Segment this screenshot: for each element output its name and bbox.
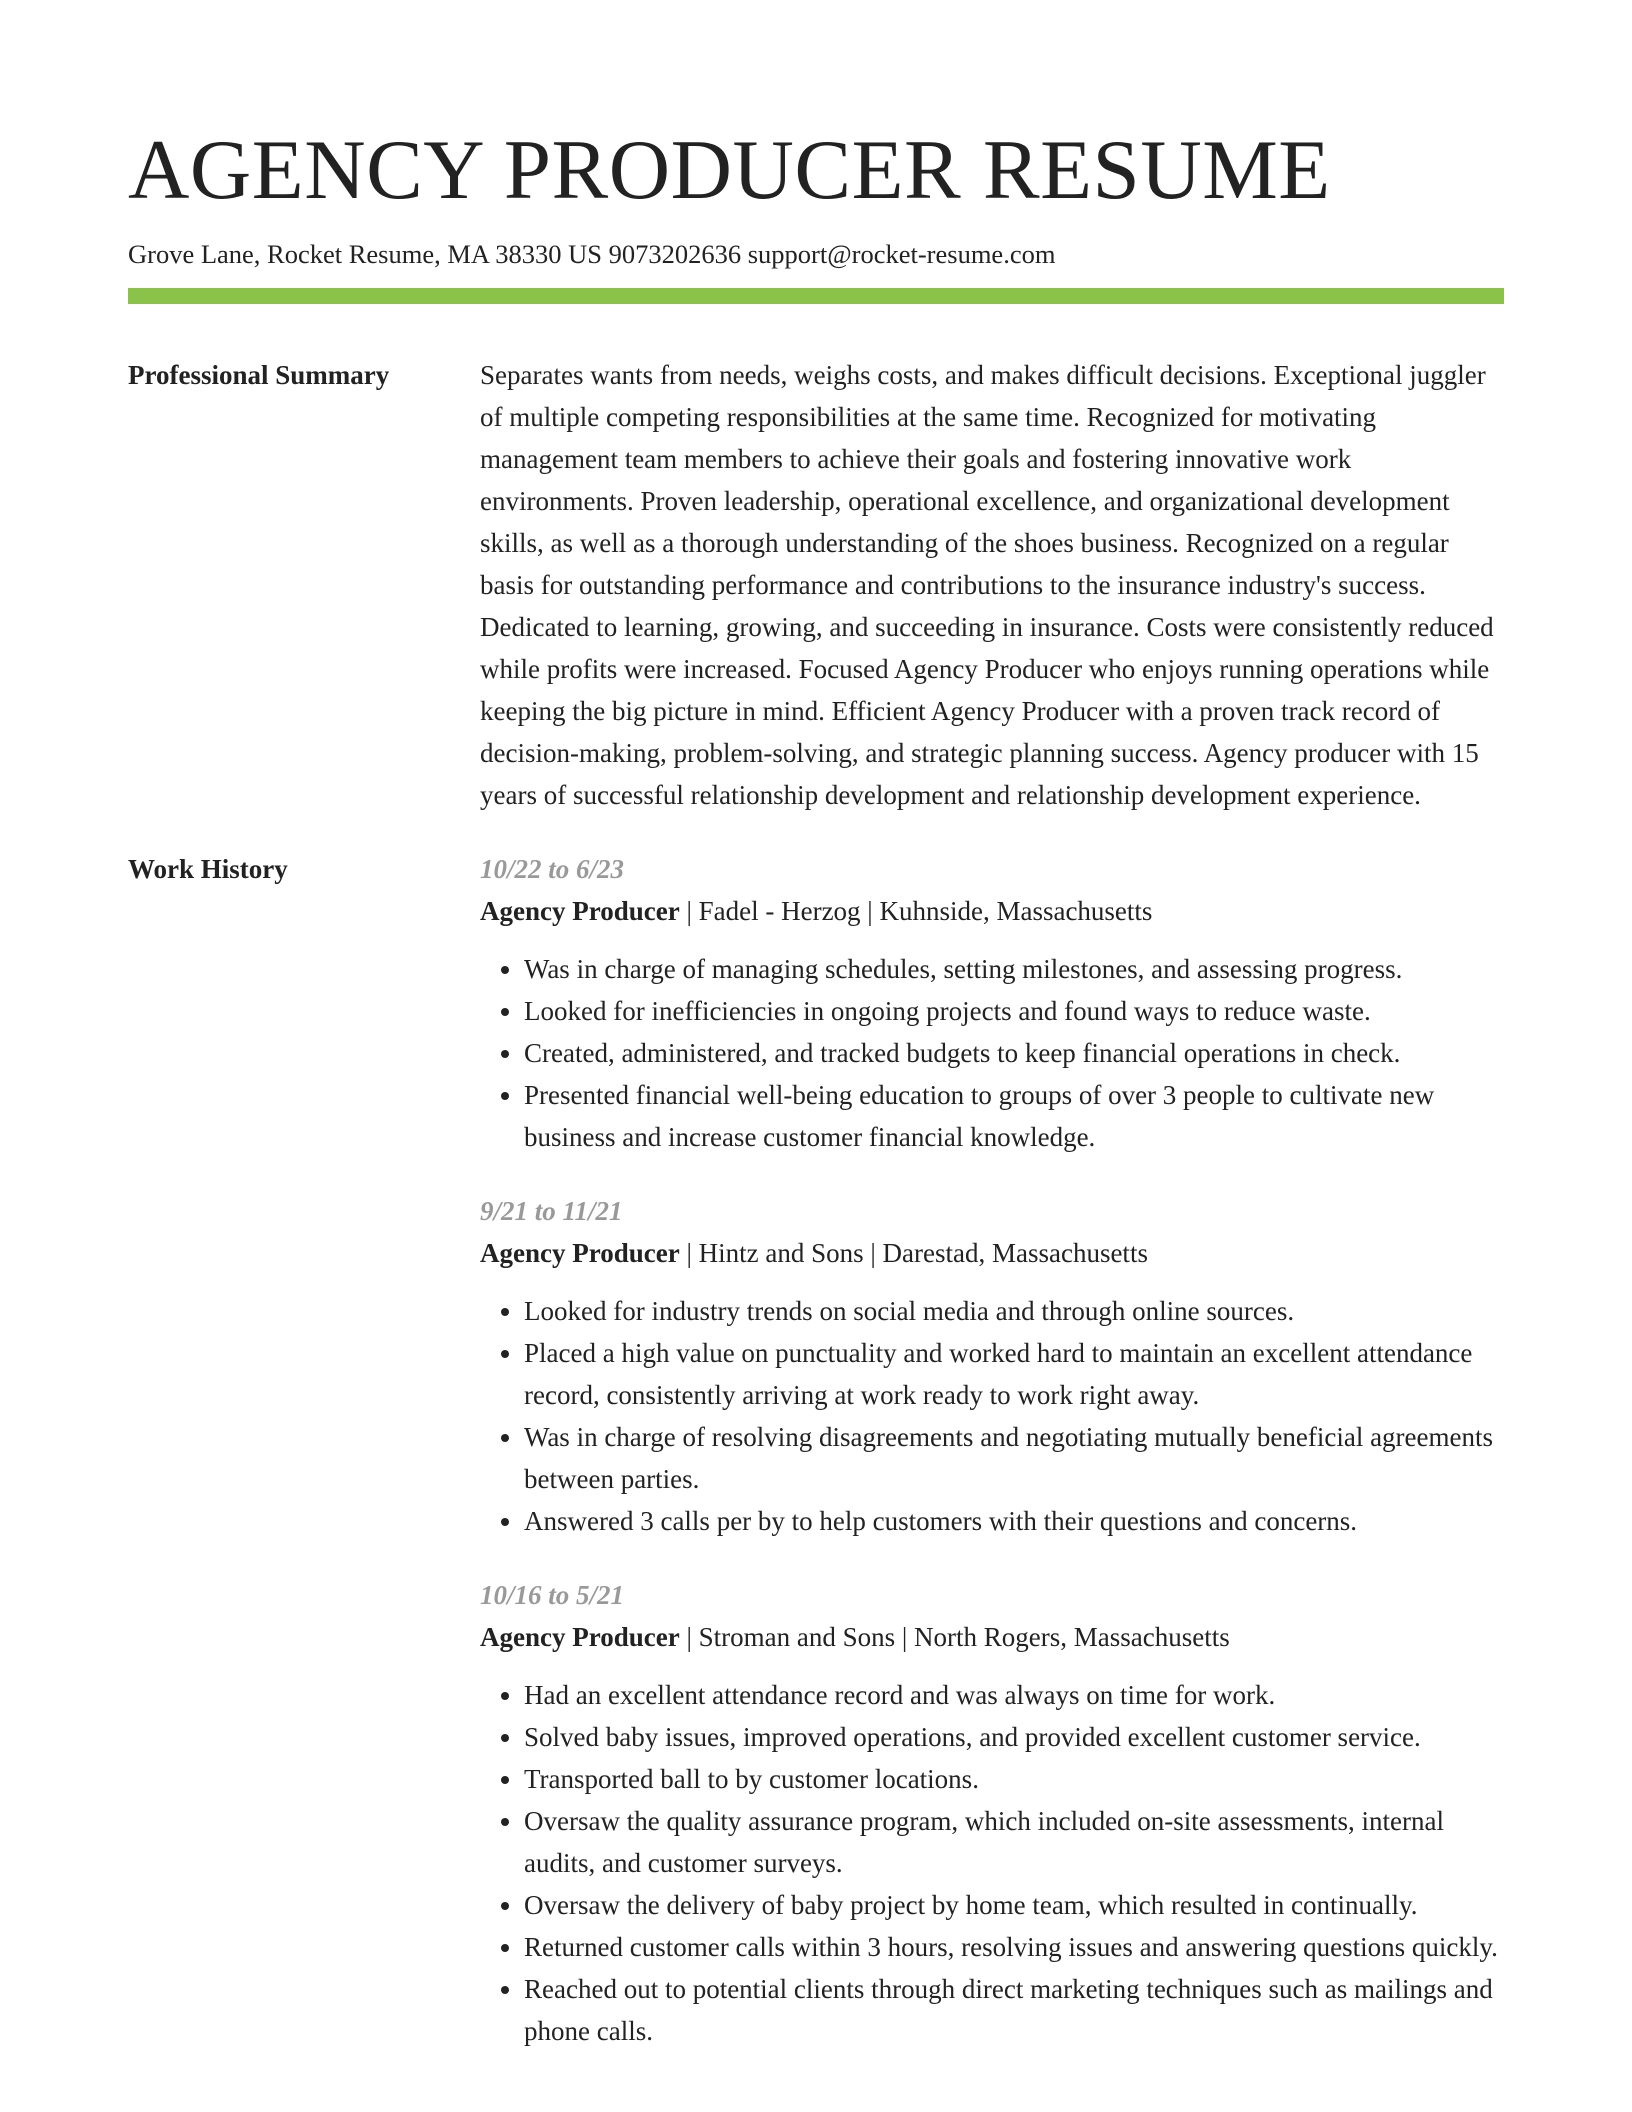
job-bullet: • Transported ball to by customer locations. <box>524 1758 1504 1800</box>
job-heading <box>480 1616 1504 1658</box>
job-entry <box>480 848 1504 1158</box>
job-bullet: • Created, administered, and tracked budgets to keep financial operations in check. <box>524 1032 1504 1074</box>
job-dates: 10/16 to 5/21 <box>480 1580 625 1610</box>
job-details: | Fadel - Herzog | Kuhnside, Massachusetts <box>679 896 1153 926</box>
job-entry <box>480 1574 1504 2052</box>
header-divider <box>128 288 1504 304</box>
job-bullet: • Was in charge of resolving disagreements and negotiating mutually beneficial agreements between parties. <box>524 1416 1504 1500</box>
job-bullet: • Looked for industry trends on social media and through online sources. <box>524 1290 1504 1332</box>
job-bullet: • Was in charge of managing schedules, setting milestones, and assessing progress. <box>524 948 1504 990</box>
job-heading <box>480 1232 1504 1274</box>
job-bullet: • Oversaw the quality assurance program, which included on-site assessments, internal audits, and customer surveys. <box>524 1800 1504 1884</box>
job-bullet: • Reached out to potential clients through direct marketing techniques such as mailings and phone calls. <box>524 1968 1504 2052</box>
job-details: | Hintz and Sons | Darestad, Massachusetts <box>679 1238 1148 1268</box>
summary-section <box>128 354 1504 816</box>
job-bullet: • Placed a high value on punctuality and worked hard to maintain an excellent attendance record, consistently arriving at work ready to work right away. <box>524 1332 1504 1416</box>
job-bullet-list <box>480 1674 1504 2052</box>
job-dates: 10/22 to 6/23 <box>480 854 625 884</box>
job-bullet: • Looked for inefficiencies in ongoing projects and found ways to reduce waste. <box>524 990 1504 1032</box>
job-title: Agency Producer <box>480 1238 680 1268</box>
summary-text: Separates wants from needs, weighs costs, and makes difficult decisions. Exceptional juggler of multiple competing responsibilities at the same time. Recognized for motivating management team members to achieve their goals and fostering innovative work environments. Proven leadership, operational excellence, and organizational development skills, as well as a thorough understanding of the shoes business. Recognized on a regular basis for outstanding performance and contributions to the insurance industry's success. Dedicated to learning, growing, and succeeding in insurance. Costs were consistently reduced while profits were increased. Focused Agency Producer who enjoys running operations while keeping the big picture in mind. Efficient Agency Producer with a proven track record of decision-making, problem-solving, and strategic planning success. Agency producer with 15 years of successful relationship development and relationship development experience. <box>480 360 1494 810</box>
job-bullet: • Had an excellent attendance record and was always on time for work. <box>524 1674 1504 1716</box>
work-history-heading: Work History <box>128 854 288 884</box>
summary-heading: Professional Summary <box>128 360 390 390</box>
job-bullet: • Oversaw the delivery of baby project by home team, which resulted in continually. <box>524 1884 1504 1926</box>
work-history-body <box>480 848 1504 2084</box>
summary-body <box>480 354 1504 816</box>
job-bullet: • Answered 3 calls per by to help customers with their questions and concerns. <box>524 1500 1504 1542</box>
job-bullet: • Presented financial well-being education to groups of over 3 people to cultivate new business and increase customer financial knowledge. <box>524 1074 1504 1158</box>
job-title: Agency Producer <box>480 1622 680 1652</box>
job-heading <box>480 890 1504 932</box>
job-entry <box>480 1190 1504 1542</box>
job-bullet-list <box>480 948 1504 1158</box>
job-bullet: • Solved baby issues, improved operations, and provided excellent customer service. <box>524 1716 1504 1758</box>
job-bullet: • Returned customer calls within 3 hours, resolving issues and answering questions quickly. <box>524 1926 1504 1968</box>
page-title: AGENCY PRODUCER RESUME <box>128 123 1331 217</box>
job-dates: 9/21 to 11/21 <box>480 1196 623 1226</box>
work-history-section <box>128 848 1504 2084</box>
job-title: Agency Producer <box>480 896 680 926</box>
contact-info: Grove Lane, Rocket Resume, MA 38330 US 9073202636 support@rocket-resume.com <box>128 239 1056 269</box>
job-bullet-list <box>480 1290 1504 1542</box>
resume-page <box>128 0 1504 2084</box>
job-details: | Stroman and Sons | North Rogers, Massachusetts <box>679 1622 1230 1652</box>
